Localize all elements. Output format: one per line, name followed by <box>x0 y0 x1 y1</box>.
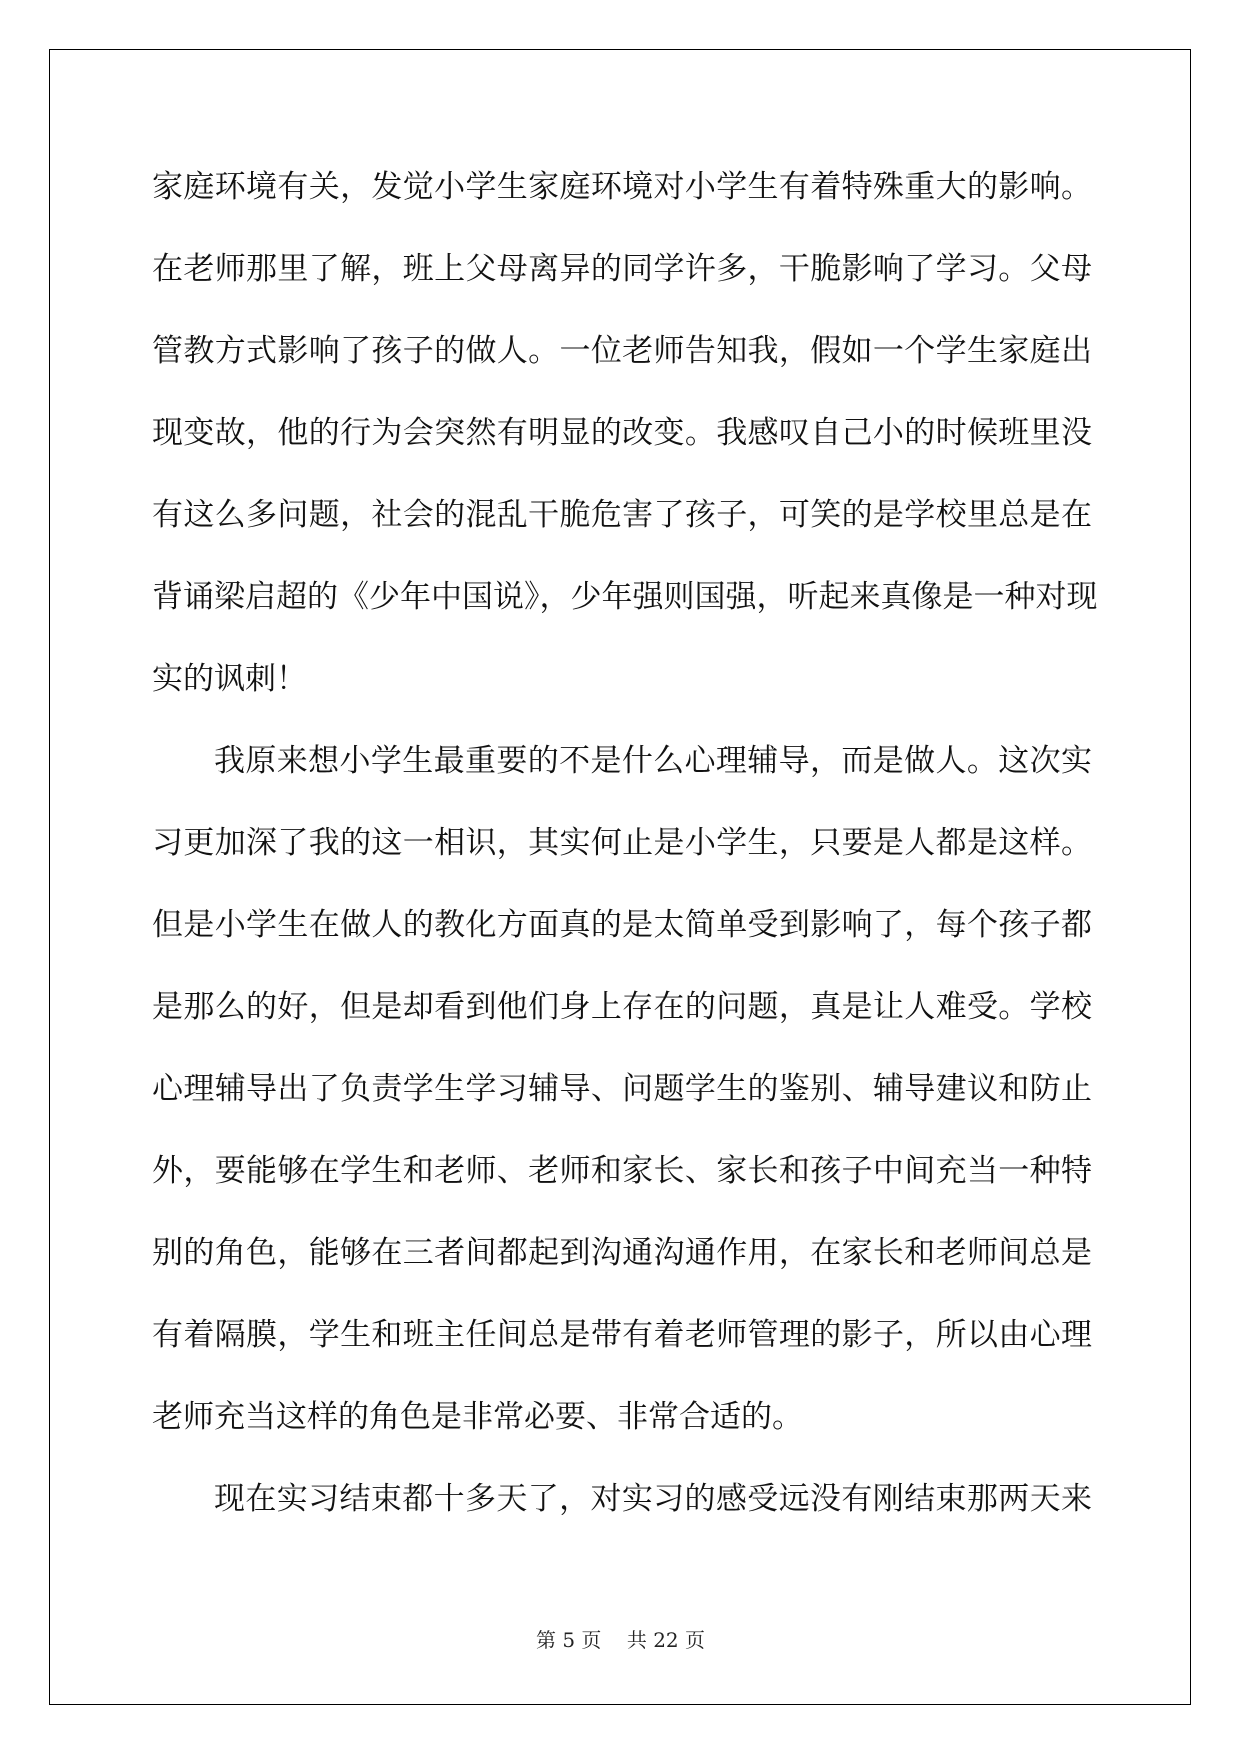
paragraph-first-line: 我原来想小学生最重要的不是什么心理辅导，而是做人。这次实 <box>214 743 1092 779</box>
text-line: 心理辅导出了负责学生学习辅导、问题学生的鉴别、辅导建议和防止 <box>152 1071 1092 1107</box>
page-number-label: 第 5 页 共 22 页 <box>535 1628 706 1652</box>
document-body <box>152 160 1098 1554</box>
text-line: 在老师那里了解，班上父母离异的同学许多，干脆影响了学习。父母 <box>152 251 1092 287</box>
text-line: 有着隔膜，学生和班主任间总是带有着老师管理的影子，所以由心理 <box>152 1317 1092 1353</box>
text-line: 背诵梁启超的《少年中国说》，少年强则国强，听起来真像是一种对现 <box>152 579 1098 615</box>
text-line: 外，要能够在学生和老师、老师和家长、家长和孩子中间充当一种特 <box>152 1153 1092 1189</box>
text-line: 家庭环境有关，发觉小学生家庭环境对小学生有着特殊重大的影响。 <box>152 169 1092 205</box>
page-footer <box>0 1628 1241 1652</box>
text-line: 但是小学生在做人的教化方面真的是太简单受到影响了，每个孩子都 <box>152 907 1092 943</box>
text-line: 有这么多问题，社会的混乱干脆危害了孩子，可笑的是学校里总是在 <box>152 497 1092 533</box>
text-line: 老师充当这样的角色是非常必要、非常合适的。 <box>152 1399 803 1435</box>
paragraph-first-line: 现在实习结束都十多天了，对实习的感受远没有刚结束那两天来 <box>214 1481 1092 1517</box>
text-line: 管教方式影响了孩子的做人。一位老师告知我，假如一个学生家庭出 <box>152 333 1092 369</box>
text-line: 别的角色，能够在三者间都起到沟通沟通作用，在家长和老师间总是 <box>152 1235 1092 1271</box>
text-line: 实的讽刺！ <box>152 661 307 697</box>
text-line: 习更加深了我的这一相识，其实何止是小学生，只要是人都是这样。 <box>152 825 1092 861</box>
text-line: 是那么的好，但是却看到他们身上存在的问题，真是让人难受。学校 <box>152 989 1092 1025</box>
text-line: 现变故，他的行为会突然有明显的改变。我感叹自己小的时候班里没 <box>152 415 1092 451</box>
